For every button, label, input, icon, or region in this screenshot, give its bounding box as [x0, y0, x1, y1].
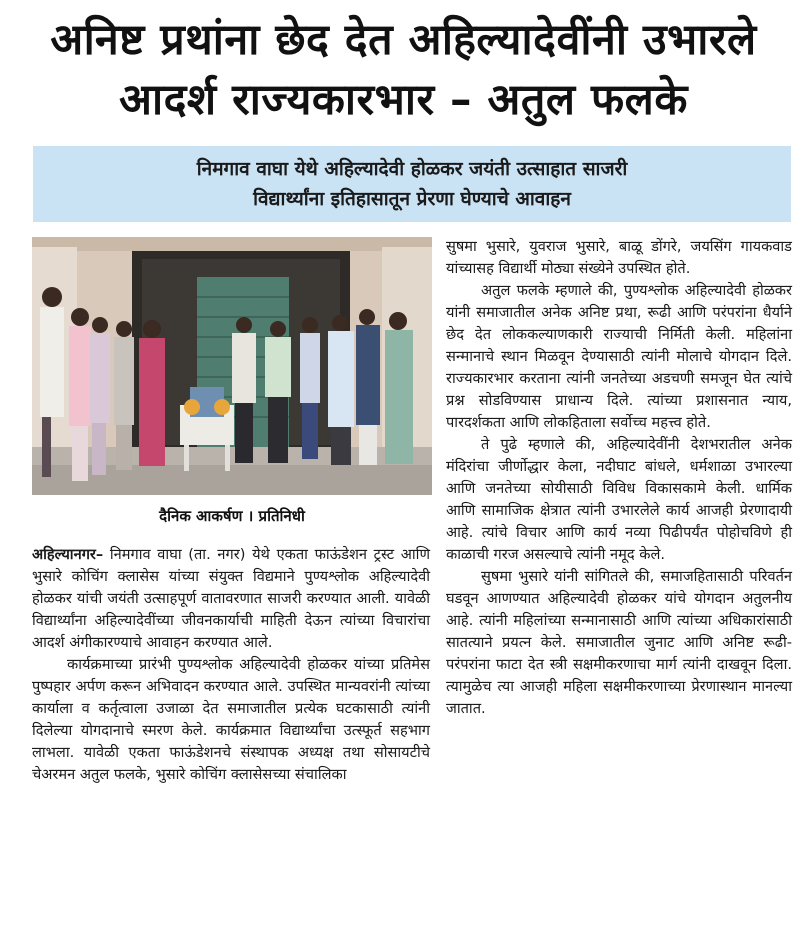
headline	[0, 10, 807, 130]
paragraph-intro	[32, 544, 430, 654]
byline: दैनिक आकर्षण । प्रतिनिधी	[159, 507, 305, 525]
paragraph-attendees: सुषमा भुसारे, युवराज भुसारे, बाळू डोंगरे, जयसिंग गायकवाड यांच्यासह विद्यार्थी मोठ्या संख्येने उपस्थित होते.	[446, 238, 792, 277]
paragraph-further-remarks: ते पुढे म्हणाले की, अहिल्यादेवींनी देशभरातील अनेक मंदिरांचा जीर्णोद्धार केला, नदीघाट बांधले, धर्मशाळा उभारल्या आणि जनतेच्या सोयीसाठी विविध विकासकामे केली. धार्मिक आणि सामाजिक क्षेत्रात त्यांनी उभारलेले कार्य आजही प्रेरणादायी आहे. त्यांचे विचार आणि कार्य नव्या पिढीपर्यंत पोहोचविणे ही काळाची गरज असल्याचे त्यांनी नमूद केले.	[446, 436, 792, 563]
paragraph-program: कार्यक्रमाच्या प्रारंभी पुण्यश्लोक अहिल्यादेवी होळकर यांच्या प्रतिमेस पुष्पहार अर्पण करून अभिवादन करण्यात आले. उपस्थित मान्यवरांनी त्यांच्या कार्याला व कर्तृत्वाला उजाळा देत समाजातील प्रत्येक घटकासाठी त्यांनी दिलेल्या योगदानाचे स्मरण केले. कार्यक्रमात विद्यार्थ्यांचा उत्स्फूर्त सहभाग लाभला. यावेळी एकता फाऊंडेशनचे संस्थापक अध्यक्ष तथा सोसायटीचे चेअरमन अतुल फलके, भुसारे कोचिंग क्लासेसच्या संचालिका	[32, 656, 430, 783]
paragraph-intro-text: निमगाव वाघा (ता. नगर) येथे एकता फाऊंडेशन ट्रस्ट आणि भुसारे कोचिंग क्लासेस यांच्या संयुक्त विद्यमाने पुण्यश्लोक अहिल्यादेवी होळकर यांची जयंती उत्साहपूर्ण वातावरणात साजरी करण्यात आली. यावेळी विद्यार्थ्यांना अहिल्यादेवींच्या जीवनकार्याची माहिती देऊन त्यांच्या विचारांचा आदर्श अंगीकारण्याचे आवाहन करण्यात आले.	[32, 546, 430, 651]
dateline: अहिल्यानगर–	[32, 546, 104, 563]
paragraph-atul-falke: अतुल फलके म्हणाले की, पुण्यश्लोक अहिल्यादेवी होळकर यांनी समाजातील अनेक अनिष्ट प्रथा, रूढी आणि परंपरांना धैर्याने छेद देत लोककल्याणकारी राज्याची निर्मिती केली. महिलांना सन्मानाचे स्थान मिळवून देण्यासाठी त्यांनी मोलाचे योगदान दिले. राज्यकारभार करताना त्यांनी जनतेच्या अडचणी समजून घेत त्यांचे प्रश्न सोडविण्यास प्राधान्य दिले. त्यांच्या प्रशासनात न्याय, पारदर्शकता आणि लोकहिताला सर्वोच्च महत्त्व होते.	[446, 282, 792, 431]
headline-line-1: अनिष्ट प्रथांना छेद देत अहिल्यादेवींनी उभारले	[50, 15, 757, 65]
subheadline-line-1: निमगाव वाघा येथे अहिल्यादेवी होळकर जयंती उत्साहात साजरी	[196, 158, 628, 180]
headline-line-2: आदर्श राज्यकारभार – अतुल फलके	[119, 75, 688, 125]
article-column-left	[32, 544, 430, 786]
event-photo	[32, 237, 432, 495]
paragraph-sushma-bhusare: सुषमा भुसारे यांनी सांगितले की, समाजहितासाठी परिवर्तन घडवून आणण्यात अहिल्यादेवी होळकर यांचे योगदान अतुलनीय आहे. त्यांनी महिलांच्या सन्मानासाठी आणि त्यांच्या अधिकारांसाठी सातत्याने प्रयत्न केले. समाजातील जुनाट आणि अनिष्ट रूढी-परंपरांना फाटा देत स्त्री सक्षमीकरणाचा मार्ग त्यांनी दाखवून दिला. त्यामुळेच त्या आजही महिला सक्षमीकरणाच्या प्रेरणास्थान मानल्या जातात.	[446, 568, 792, 717]
subheadline-box	[33, 146, 791, 222]
article-column-right	[446, 236, 792, 720]
subheadline-line-2: विद्यार्थ्यांना इतिहासातून प्रेरणा घेण्याचे आवाहन	[253, 188, 571, 210]
